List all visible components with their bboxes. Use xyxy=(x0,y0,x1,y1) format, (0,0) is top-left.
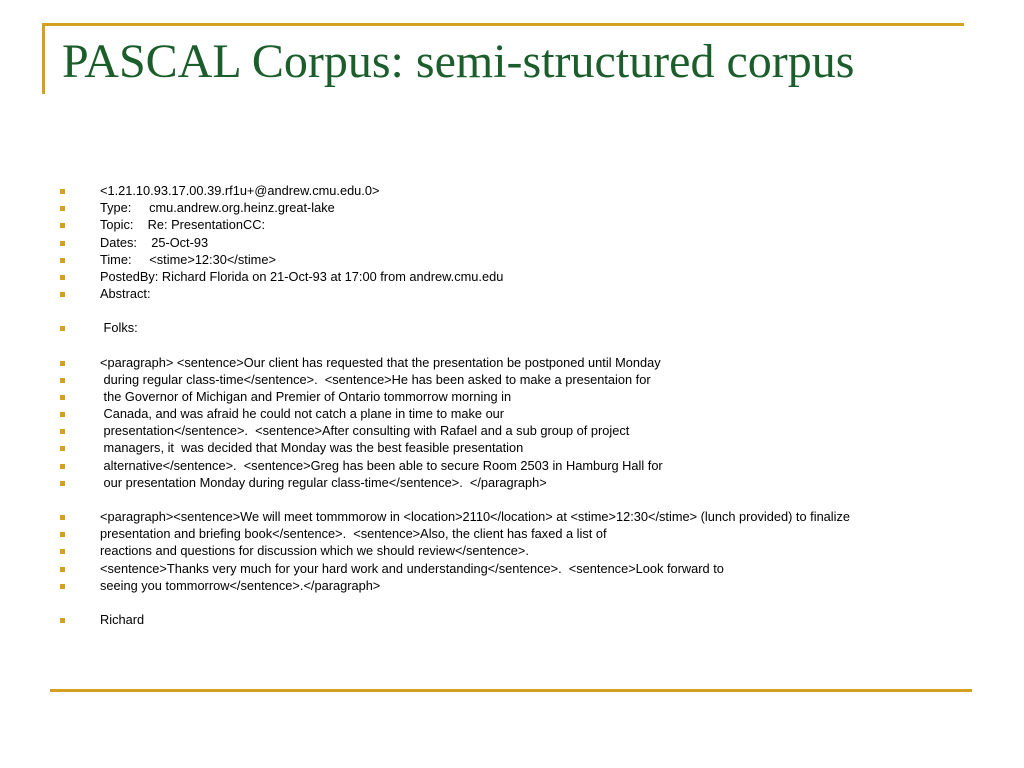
bullet-text: Folks: xyxy=(100,320,138,336)
bullet-item xyxy=(58,388,998,405)
bullet-item xyxy=(58,319,998,336)
bullet-text: Canada, and was afraid he could not catch a plane in time to make our xyxy=(100,406,505,422)
bullet-square-icon xyxy=(60,567,65,572)
bullet-square-icon xyxy=(60,258,65,263)
bullet-square-icon xyxy=(60,275,65,280)
bullet-item xyxy=(58,508,998,525)
bullet-text: presentation</sentence>. <sentence>After consulting with Rafael and a sub group of project xyxy=(100,423,630,439)
bullet-text: seeing you tommorrow</sentence>.</paragraph> xyxy=(100,577,381,593)
bullet-square-icon xyxy=(60,189,65,194)
bullet-square-icon xyxy=(60,481,65,486)
bullet-item xyxy=(58,457,998,474)
bullet-text: alternative</sentence>. <sentence>Greg has been able to secure Room 2503 in Hamburg Hall for xyxy=(100,457,663,473)
bullet-text: PostedBy: Richard Florida on 21-Oct-93 at 17:00 from andrew.cmu.edu xyxy=(100,268,504,284)
bullet-text: Time: <stime>12:30</stime> xyxy=(100,251,276,267)
bullet-text: Abstract: xyxy=(100,286,151,302)
bullet-square-icon xyxy=(60,429,65,434)
bullet-square-icon xyxy=(60,223,65,228)
bullet-item xyxy=(58,474,998,491)
bullet-item xyxy=(58,405,998,422)
left-rule xyxy=(42,24,45,94)
bullet-text: <sentence>Thanks very much for your hard work and understanding</sentence>. <sentence>Look forward to xyxy=(100,560,724,576)
bullet-text: presentation and briefing book</sentence>. <sentence>Also, the client has faxed a list of xyxy=(100,526,607,542)
bullet-item xyxy=(58,422,998,439)
bullet-square-icon xyxy=(60,446,65,451)
bullet-text: reactions and questions for discussion which we should review</sentence>. xyxy=(100,543,529,559)
bullet-text: Richard xyxy=(100,611,145,627)
bullet-text: during regular class-time</sentence>. <sentence>He has been asked to make a presentaion for xyxy=(100,371,651,387)
bullet-item xyxy=(58,542,998,559)
bullet-square-icon xyxy=(60,464,65,469)
bullet-square-icon xyxy=(60,412,65,417)
bullet-item xyxy=(58,216,998,233)
bullet-item xyxy=(58,285,998,302)
bullet-text: <1.21.10.93.17.00.39.rf1u+@andrew.cmu.edu.0> xyxy=(100,183,380,198)
bullet-item xyxy=(58,251,998,268)
bullet-item xyxy=(58,439,998,456)
bullet-square-icon xyxy=(60,292,65,297)
bullet-item xyxy=(58,371,998,388)
bullet-square-icon xyxy=(60,326,65,331)
bullet-item xyxy=(58,560,998,577)
bullet-text: Type: cmu.andrew.org.heinz.great-lake xyxy=(100,200,335,216)
bullet-square-icon xyxy=(60,206,65,211)
bullet-text: Topic: Re: PresentationCC: xyxy=(100,217,266,233)
bullet-square-icon xyxy=(60,378,65,383)
bullet-square-icon xyxy=(60,618,65,623)
bullet-item xyxy=(58,234,998,251)
bullet-text: <paragraph><sentence>We will meet tommmorow in <location>2110</location> at <stime>12:30</stime> (lunch provided) to finalize xyxy=(100,509,850,524)
bullet-square-icon xyxy=(60,532,65,537)
bullet-text: Dates: 25-Oct-93 xyxy=(100,234,209,250)
bullet-item xyxy=(58,577,998,594)
bullet-square-icon xyxy=(60,515,65,520)
bullet-item xyxy=(58,268,998,285)
bullet-item xyxy=(58,525,998,542)
bullet-text: our presentation Monday during regular class-time</sentence>. </paragraph> xyxy=(100,474,547,490)
bottom-rule xyxy=(50,689,972,692)
bullet-square-icon xyxy=(60,361,65,366)
bullet-square-icon xyxy=(60,395,65,400)
bullet-square-icon xyxy=(60,549,65,554)
bullet-item xyxy=(58,182,998,199)
bullet-square-icon xyxy=(60,584,65,589)
slide-title: PASCAL Corpus: semi-structured corpus xyxy=(62,35,855,88)
bullet-text: managers, it was decided that Monday was the best feasible presentation xyxy=(100,440,524,456)
bullet-text: the Governor of Michigan and Premier of Ontario tommorrow morning in xyxy=(100,388,512,404)
bullet-item xyxy=(58,354,998,371)
bullet-square-icon xyxy=(60,241,65,246)
top-rule xyxy=(42,23,964,26)
bullet-list xyxy=(58,182,998,628)
bullet-item xyxy=(58,611,998,628)
bullet-item xyxy=(58,199,998,216)
bullet-text: <paragraph> <sentence>Our client has requested that the presentation be postponed until Monday xyxy=(100,354,661,370)
